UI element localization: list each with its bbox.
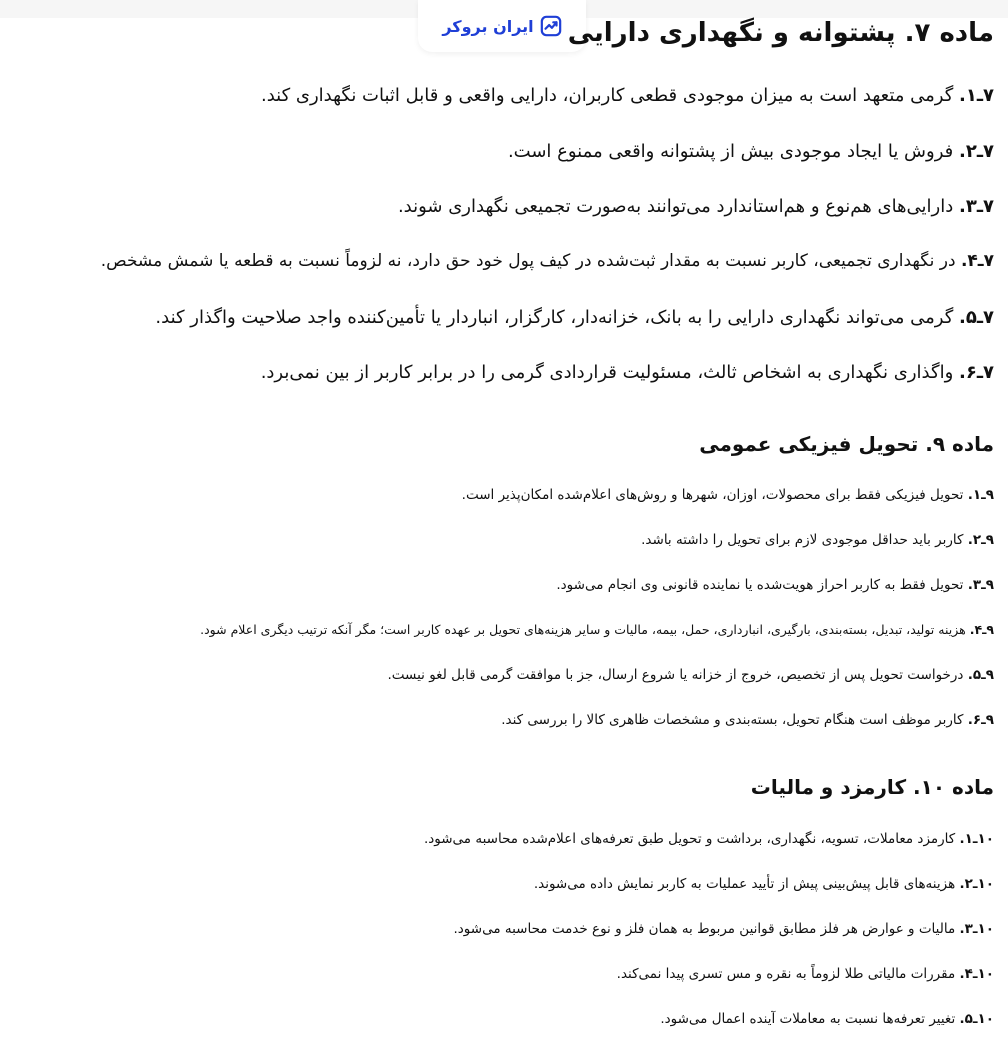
item-number: ۷ـ۱.: [959, 85, 994, 106]
section-7-item-3: [398, 196, 994, 217]
logo[interactable]: [418, 0, 586, 52]
item-number: ۱۰ـ۳.: [959, 921, 994, 937]
item-number: ۹ـ۱.: [967, 487, 994, 503]
section-10-item-4: [617, 966, 994, 982]
section-10-item-5: [660, 1011, 994, 1027]
item-number: ۹ـ۲.: [967, 532, 994, 548]
item-number: ۹ـ۵.: [967, 667, 994, 683]
item-text: در نگهداری تجمیعی، کاربر نسبت به مقدار ثبت‌شده در کیف پول خود حق دارد، نه لزوماً نسبت به قطعه یا شمش مشخص.: [100, 251, 956, 271]
item-text: واگذاری نگهداری به اشخاص ثالث، مسئولیت قراردادی گرمی را در برابر کاربر از بین نمی‌برد.: [260, 362, 954, 383]
section-7-item-5: [155, 307, 994, 328]
item-text: تحویل فیزیکی فقط برای محصولات، اوزان، شهرها و روش‌های اعلام‌شده امکان‌پذیر است.: [461, 487, 964, 503]
item-number: ۷ـ۵.: [959, 307, 994, 328]
item-number: ۱۰ـ۲.: [959, 876, 994, 892]
section-7-item-4: [101, 251, 994, 271]
section-9-item-5: [388, 667, 995, 683]
item-number: ۷ـ۶.: [959, 362, 994, 383]
section-7-item-1: [261, 85, 994, 106]
section-9-item-1: [462, 487, 994, 503]
section-7-title: ماده ۷. پشتوانه و نگهداری دارایی: [567, 18, 994, 48]
item-text: گرمی متعهد است به میزان موجودی قطعی کاربران، دارایی واقعی و قابل اثبات نگهداری کند.: [260, 85, 954, 106]
section-10-item-2: [534, 876, 994, 892]
item-text: کارمزد معاملات، تسویه، نگهداری، برداشت و تحویل طبق تعرفه‌های اعلام‌شده محاسبه می‌شود.: [423, 831, 956, 847]
section-9-title: ماده ۹. تحویل فیزیکی عمومی: [699, 432, 994, 456]
logo-text: ایران بروکر: [442, 16, 534, 36]
item-text: هزینه تولید، تبدیل، بسته‌بندی، بارگیری، انبارداری، حمل، بیمه، مالیات و سایر هزینه‌های تحویل بر عهده کاربر است؛ مگر آنکه ترتیب دیگری اعلام شود.: [200, 622, 966, 637]
item-number: ۹ـ۴.: [969, 622, 994, 637]
trend-arrow-icon: [540, 15, 562, 37]
item-text: کاربر موظف است هنگام تحویل، بسته‌بندی و مشخصات ظاهری کالا را بررسی کند.: [501, 712, 964, 728]
section-9-item-3: [556, 577, 994, 593]
item-text: تغییر تعرفه‌ها نسبت به معاملات آینده اعمال می‌شود.: [660, 1011, 956, 1027]
section-7-item-2: [508, 141, 994, 162]
item-text: گرمی می‌تواند نگهداری دارایی را به بانک، خزانه‌دار، کارگزار، انباردار یا تأمین‌کننده واجد صلاحیت واگذار کند.: [155, 307, 954, 328]
section-9-item-6: [501, 712, 994, 728]
item-text: مالیات و عوارض هر فلز مطابق قوانین مربوط به همان فلز و نوع خدمت محاسبه می‌شود.: [453, 921, 956, 937]
item-text: فروش یا ایجاد موجودی بیش از پشتوانه واقعی ممنوع است.: [507, 141, 954, 162]
item-text: تحویل فقط به کاربر احراز هویت‌شده یا نماینده قانونی وی انجام می‌شود.: [556, 577, 964, 593]
item-text: درخواست تحویل پس از تخصیص، خروج از خزانه یا شروع ارسال، جز با موافقت گرمی قابل لغو نیست.: [387, 667, 964, 683]
section-9-item-2: [641, 532, 994, 548]
item-number: ۱۰ـ۵.: [959, 1011, 994, 1027]
section-10-item-3: [453, 921, 994, 937]
item-number: ۱۰ـ۱.: [959, 831, 994, 847]
item-number: ۷ـ۳.: [959, 196, 994, 217]
item-number: ۷ـ۴.: [960, 251, 994, 271]
item-number: ۹ـ۳.: [967, 577, 994, 593]
item-text: هزینه‌های قابل پیش‌بینی پیش از تأیید عملیات به کاربر نمایش داده می‌شوند.: [533, 876, 956, 892]
section-10-title: ماده ۱۰. کارمزد و مالیات: [750, 775, 994, 799]
section-10-item-1: [424, 831, 994, 847]
item-number: ۷ـ۲.: [959, 141, 994, 162]
item-number: ۱۰ـ۴.: [959, 966, 994, 982]
item-text: دارایی‌های هم‌نوع و هم‌استاندارد می‌توانند به‌صورت تجمیعی نگهداری شوند.: [397, 196, 954, 217]
item-number: ۹ـ۶.: [967, 712, 994, 728]
item-text: کاربر باید حداقل موجودی لازم برای تحویل را داشته باشد.: [641, 532, 964, 548]
section-9-item-4: [200, 622, 994, 637]
section-7-item-6: [261, 362, 994, 383]
item-text: مقررات مالیاتی طلا لزوماً به نقره و مس تسری پیدا نمی‌کند.: [616, 966, 956, 982]
